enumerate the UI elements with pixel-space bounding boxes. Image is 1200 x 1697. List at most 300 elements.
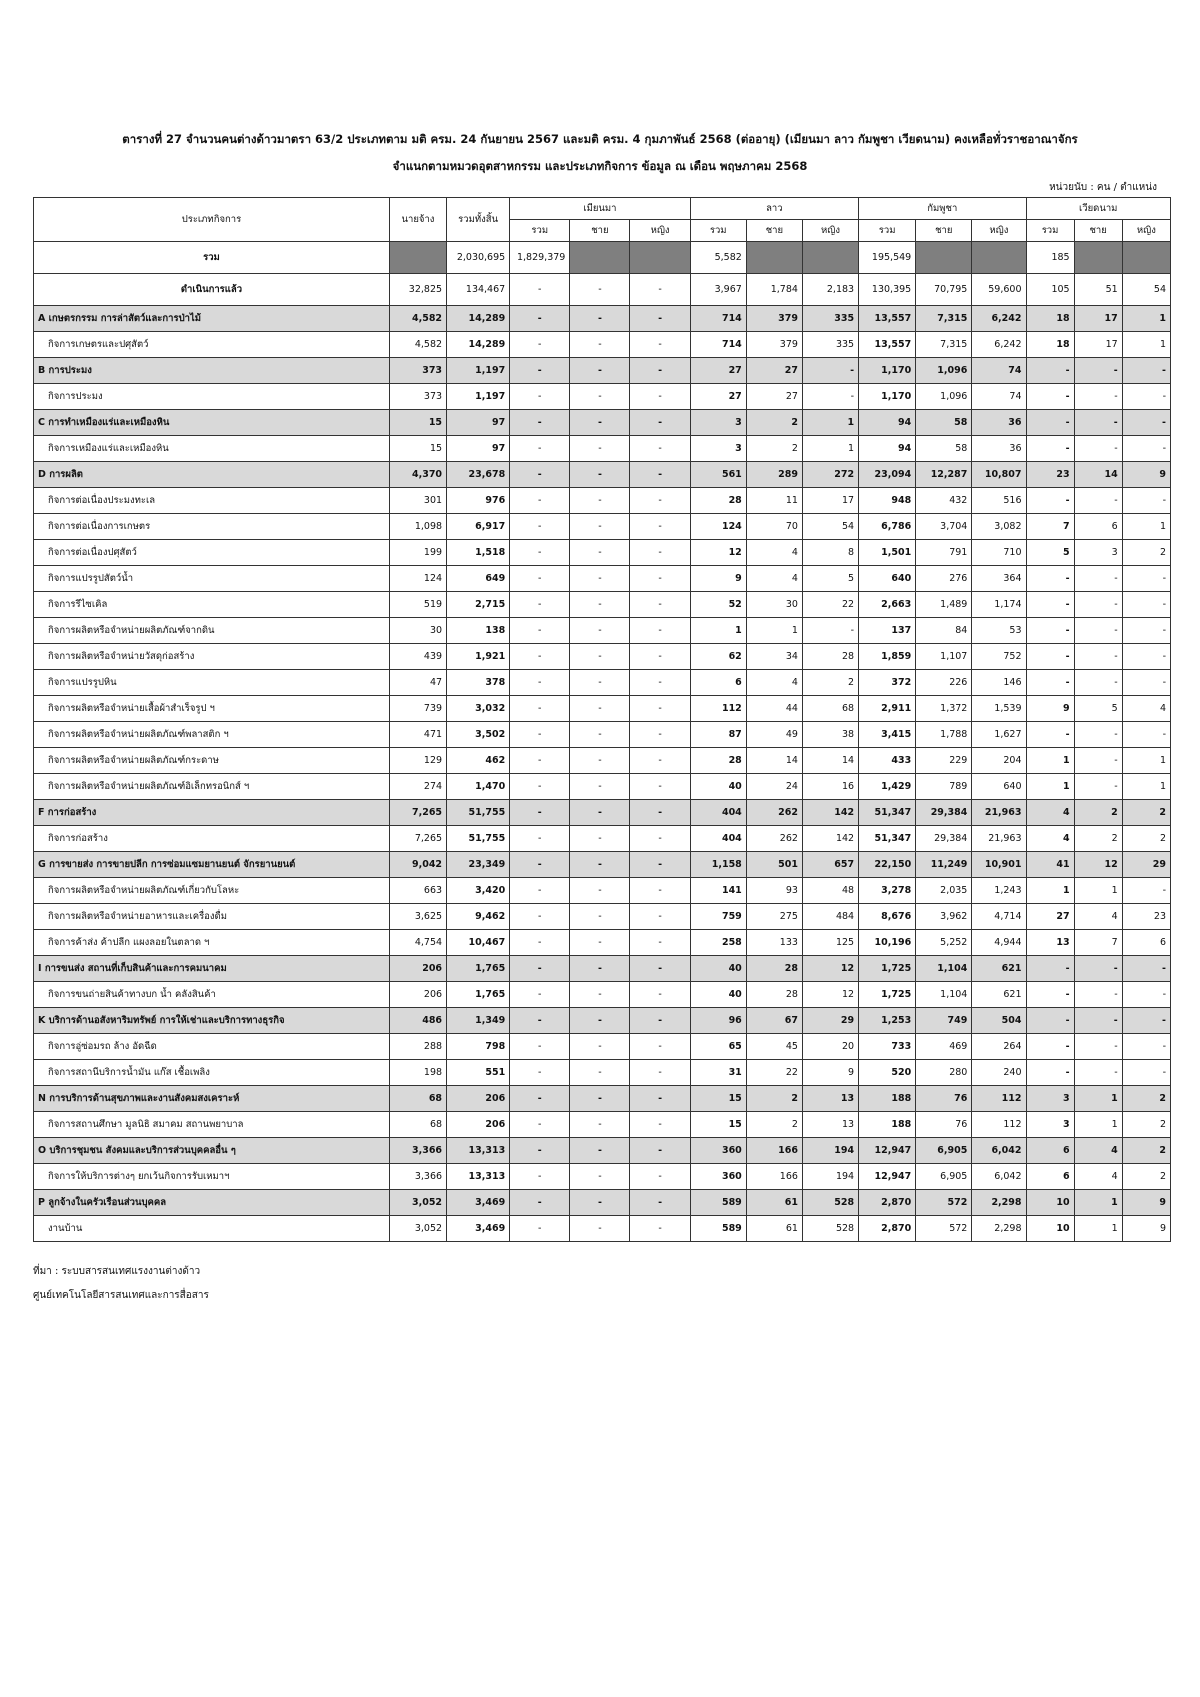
cell: - [510, 462, 570, 488]
cell: 1,096 [916, 384, 972, 410]
cell: - [630, 306, 690, 332]
total-myanmar: 1,829,379 [510, 242, 570, 274]
cell: 2 [1122, 1138, 1170, 1164]
cell: 4,944 [972, 930, 1026, 956]
cell: 130,395 [859, 274, 916, 306]
cell: 404 [690, 800, 746, 826]
cell: - [570, 410, 630, 436]
cell: 3,967 [690, 274, 746, 306]
cell: 70 [746, 514, 802, 540]
summary-row [34, 274, 1171, 306]
cell: 17 [802, 488, 858, 514]
cell: 58 [916, 410, 972, 436]
cell: 439 [389, 644, 446, 670]
cell: 87 [690, 722, 746, 748]
cell: 551 [447, 1060, 510, 1086]
cell: 335 [802, 332, 858, 358]
cell: - [570, 748, 630, 774]
cell: - [1074, 592, 1122, 618]
cell: 372 [859, 670, 916, 696]
row-label: กิจการสถานศึกษา มูลนิธิ สมาคม สถานพยาบาล [34, 1112, 390, 1138]
table-row [34, 332, 1171, 358]
cell: - [630, 436, 690, 462]
cell: 52 [690, 592, 746, 618]
cell: 4 [746, 566, 802, 592]
cell: 28 [746, 956, 802, 982]
cell: - [1026, 1060, 1074, 1086]
data-table [33, 197, 1171, 1242]
cell: 206 [447, 1086, 510, 1112]
cell: - [1074, 1060, 1122, 1086]
cell: - [510, 748, 570, 774]
cell: 379 [746, 306, 802, 332]
cell: - [630, 618, 690, 644]
cell: 76 [916, 1086, 972, 1112]
cell: - [570, 274, 630, 306]
cell: - [1026, 488, 1074, 514]
row-label: งานบ้าน [34, 1216, 390, 1242]
cell: 58 [916, 436, 972, 462]
cell: - [570, 1034, 630, 1060]
header-employer: นายจ้าง [389, 198, 446, 242]
cell: 226 [916, 670, 972, 696]
cell: 23,349 [447, 852, 510, 878]
subheader-female: หญิง [1122, 220, 1170, 242]
cell: - [630, 852, 690, 878]
cell: 3,704 [916, 514, 972, 540]
cell: 30 [746, 592, 802, 618]
table-row [34, 566, 1171, 592]
shaded-cell [389, 242, 446, 274]
cell: 4,582 [389, 332, 446, 358]
cell: 1,788 [916, 722, 972, 748]
cell: 24 [746, 774, 802, 800]
cell: - [510, 904, 570, 930]
cell: 6 [1074, 514, 1122, 540]
table-row [34, 722, 1171, 748]
cell: 264 [972, 1034, 1026, 1060]
cell: 94 [859, 436, 916, 462]
cell: 520 [859, 1060, 916, 1086]
cell: - [1074, 774, 1122, 800]
cell: 206 [389, 982, 446, 1008]
cell: 1,158 [690, 852, 746, 878]
cell: 2,911 [859, 696, 916, 722]
cell: - [630, 1086, 690, 1112]
cell: 752 [972, 644, 1026, 670]
cell: 51,347 [859, 800, 916, 826]
cell: - [1122, 384, 1170, 410]
cell: 2 [746, 1086, 802, 1112]
cell: 9 [802, 1060, 858, 1086]
cell: 204 [972, 748, 1026, 774]
cell: - [510, 332, 570, 358]
cell: 501 [746, 852, 802, 878]
cell: 6,917 [447, 514, 510, 540]
cell: 12 [1074, 852, 1122, 878]
cell: 6 [1026, 1138, 1074, 1164]
cell: 288 [389, 1034, 446, 1060]
cell: - [570, 488, 630, 514]
subheader-male: ชาย [916, 220, 972, 242]
cell: - [630, 462, 690, 488]
cell: 9 [1122, 462, 1170, 488]
table-row [34, 904, 1171, 930]
cell: 1,096 [916, 358, 972, 384]
total-cambodia: 195,549 [859, 242, 916, 274]
cell: 561 [690, 462, 746, 488]
cell: 21,963 [972, 826, 1026, 852]
cell: 3,366 [389, 1164, 446, 1190]
shaded-cell [972, 242, 1026, 274]
cell: 2 [1074, 826, 1122, 852]
cell: 199 [389, 540, 446, 566]
cell: - [1026, 1034, 1074, 1060]
row-label: G การขายส่ง การขายปลีก การซ่อมแซมยานยนต์ จักรยานยนต์ [34, 852, 390, 878]
cell: 36 [972, 436, 1026, 462]
table-row [34, 1034, 1171, 1060]
cell: - [802, 384, 858, 410]
cell: - [630, 878, 690, 904]
cell: 22,150 [859, 852, 916, 878]
row-label: K บริการด้านอสังหาริมทรัพย์ การให้เช่าและบริการทางธุรกิจ [34, 1008, 390, 1034]
cell: - [1122, 358, 1170, 384]
row-label: I การขนส่ง สถานที่เก็บสินค้าและการคมนาคม [34, 956, 390, 982]
cell: - [510, 410, 570, 436]
cell: 23 [1026, 462, 1074, 488]
cell: - [570, 540, 630, 566]
cell: - [570, 566, 630, 592]
cell: 44 [746, 696, 802, 722]
cell: 32,825 [389, 274, 446, 306]
row-label: O บริการชุมชน สังคมและบริการส่วนบุคคลอื่น ๆ [34, 1138, 390, 1164]
cell: - [1122, 982, 1170, 1008]
cell: 68 [389, 1112, 446, 1138]
table-row [34, 488, 1171, 514]
cell: 68 [389, 1086, 446, 1112]
row-label: N การบริการด้านสุขภาพและงานสังคมสงเคราะห์ [34, 1086, 390, 1112]
cell: 1,243 [972, 878, 1026, 904]
cell: 22 [746, 1060, 802, 1086]
row-label: กิจการต่อเนื่องปศุสัตว์ [34, 540, 390, 566]
shaded-cell [746, 242, 802, 274]
cell: 640 [859, 566, 916, 592]
cell: - [630, 1060, 690, 1086]
cell: 16 [802, 774, 858, 800]
cell: 749 [916, 1008, 972, 1034]
cell: - [510, 436, 570, 462]
cell: 2 [1122, 1086, 1170, 1112]
cell: - [510, 1008, 570, 1034]
cell: 733 [859, 1034, 916, 1060]
section-row [34, 358, 1171, 384]
cell: 1,765 [447, 956, 510, 982]
cell: 272 [802, 462, 858, 488]
cell: - [510, 514, 570, 540]
cell: 2 [1122, 826, 1170, 852]
cell: 141 [690, 878, 746, 904]
cell: - [1074, 1008, 1122, 1034]
cell: 13 [802, 1112, 858, 1138]
cell: 3,052 [389, 1216, 446, 1242]
cell: - [1122, 1008, 1170, 1034]
cell: - [1074, 956, 1122, 982]
table-row [34, 670, 1171, 696]
cell: 714 [690, 306, 746, 332]
cell: 28 [746, 982, 802, 1008]
cell: 2 [1122, 1164, 1170, 1190]
cell: 34 [746, 644, 802, 670]
cell: 20 [802, 1034, 858, 1060]
cell: 13 [802, 1086, 858, 1112]
cell: - [570, 722, 630, 748]
total-row [34, 242, 1171, 274]
cell: 649 [447, 566, 510, 592]
cell: 10 [1026, 1216, 1074, 1242]
cell: - [1026, 1008, 1074, 1034]
cell: 5 [1026, 540, 1074, 566]
cell: 14 [1074, 462, 1122, 488]
cell: 504 [972, 1008, 1026, 1034]
cell: 1,107 [916, 644, 972, 670]
shaded-cell [1074, 242, 1122, 274]
cell: 1 [1122, 514, 1170, 540]
cell: - [1026, 956, 1074, 982]
cell: - [510, 1034, 570, 1060]
cell: 1,627 [972, 722, 1026, 748]
cell: 2 [1122, 1112, 1170, 1138]
cell: 13,557 [859, 306, 916, 332]
cell: 589 [690, 1190, 746, 1216]
cell: 6,905 [916, 1164, 972, 1190]
cell: 124 [389, 566, 446, 592]
cell: 364 [972, 566, 1026, 592]
cell: 97 [447, 410, 510, 436]
cell: - [570, 670, 630, 696]
cell: 301 [389, 488, 446, 514]
cell: - [570, 1060, 630, 1086]
cell: - [510, 1060, 570, 1086]
cell: - [570, 826, 630, 852]
cell: 4 [1026, 800, 1074, 826]
cell: 194 [802, 1164, 858, 1190]
cell: 84 [916, 618, 972, 644]
cell: 433 [859, 748, 916, 774]
cell: 124 [690, 514, 746, 540]
cell: 13 [1026, 930, 1074, 956]
cell: 2 [1122, 540, 1170, 566]
cell: 1,253 [859, 1008, 916, 1034]
subheader-total: รวม [859, 220, 916, 242]
cell: 10,467 [447, 930, 510, 956]
cell: 3,278 [859, 878, 916, 904]
cell: - [630, 644, 690, 670]
cell: 6,242 [972, 306, 1026, 332]
cell: 125 [802, 930, 858, 956]
cell: 22 [802, 592, 858, 618]
cell: 94 [859, 410, 916, 436]
cell: 15 [389, 436, 446, 462]
cell: - [510, 1086, 570, 1112]
row-label: C การทำเหมืองแร่และเหมืองหิน [34, 410, 390, 436]
cell: - [802, 618, 858, 644]
cell: 1,489 [916, 592, 972, 618]
cell: 12,947 [859, 1164, 916, 1190]
cell: - [570, 514, 630, 540]
cell: 404 [690, 826, 746, 852]
row-label: กิจการประมง [34, 384, 390, 410]
cell: 7,265 [389, 826, 446, 852]
cell: - [1074, 358, 1122, 384]
row-label: กิจการผลิตหรือจำหน่ายผลิตภัณฑ์กระดาษ [34, 748, 390, 774]
cell: 519 [389, 592, 446, 618]
cell: 12 [690, 540, 746, 566]
cell: 45 [746, 1034, 802, 1060]
cell: - [510, 274, 570, 306]
cell: 2,715 [447, 592, 510, 618]
row-label: P ลูกจ้างในครัวเรือนส่วนบุคคล [34, 1190, 390, 1216]
cell: 1,197 [447, 384, 510, 410]
cell: 2 [746, 436, 802, 462]
cell: 1,518 [447, 540, 510, 566]
cell: 1 [802, 436, 858, 462]
cell: 373 [389, 384, 446, 410]
section-row [34, 1190, 1171, 1216]
row-label: กิจการต่อเนื่องประมงทะเล [34, 488, 390, 514]
cell: - [570, 358, 630, 384]
cell: 471 [389, 722, 446, 748]
cell: 280 [916, 1060, 972, 1086]
cell: - [510, 956, 570, 982]
section-row [34, 800, 1171, 826]
cell: 2 [802, 670, 858, 696]
cell: 17 [1074, 306, 1122, 332]
subheader-total: รวม [510, 220, 570, 242]
cell: 23,094 [859, 462, 916, 488]
cell: 11 [746, 488, 802, 514]
cell: - [1074, 670, 1122, 696]
cell: - [630, 826, 690, 852]
cell: 1,765 [447, 982, 510, 1008]
cell: - [1122, 1034, 1170, 1060]
cell: 1 [1074, 1112, 1122, 1138]
cell: - [570, 904, 630, 930]
header-laos: ลาว [690, 198, 858, 220]
cell: - [510, 930, 570, 956]
cell: 18 [1026, 306, 1074, 332]
cell: 51,755 [447, 826, 510, 852]
cell: - [570, 878, 630, 904]
cell: 67 [746, 1008, 802, 1034]
table-row [34, 1060, 1171, 1086]
cell: 360 [690, 1164, 746, 1190]
header-business-type: ประเภทกิจการ [34, 198, 390, 242]
cell: 49 [746, 722, 802, 748]
cell: 1 [1026, 774, 1074, 800]
cell: 38 [802, 722, 858, 748]
cell: 51,347 [859, 826, 916, 852]
cell: 6,786 [859, 514, 916, 540]
cell: 4 [1074, 904, 1122, 930]
cell: - [630, 982, 690, 1008]
table-row [34, 384, 1171, 410]
cell: 142 [802, 800, 858, 826]
cell: - [1026, 410, 1074, 436]
cell: 378 [447, 670, 510, 696]
cell: 3 [690, 436, 746, 462]
cell: 129 [389, 748, 446, 774]
subheader-total: รวม [1026, 220, 1074, 242]
cell: 7,315 [916, 306, 972, 332]
table-row [34, 748, 1171, 774]
cell: 373 [389, 358, 446, 384]
cell: 70,795 [916, 274, 972, 306]
row-label: กิจการเกษตรและปศุสัตว์ [34, 332, 390, 358]
cell: - [1074, 436, 1122, 462]
cell: - [570, 1164, 630, 1190]
cell: 23 [1122, 904, 1170, 930]
cell: - [510, 1112, 570, 1138]
cell: - [1074, 748, 1122, 774]
cell: - [1074, 384, 1122, 410]
cell: 12 [802, 956, 858, 982]
cell: 663 [389, 878, 446, 904]
shaded-cell [570, 242, 630, 274]
cell: 21,963 [972, 800, 1026, 826]
table-row [34, 696, 1171, 722]
row-label: ดำเนินการแล้ว [34, 274, 390, 306]
cell: 1,170 [859, 384, 916, 410]
cell: 1,501 [859, 540, 916, 566]
cell: 206 [389, 956, 446, 982]
cell: 6,905 [916, 1138, 972, 1164]
cell: 13,313 [447, 1138, 510, 1164]
cell: 2,298 [972, 1190, 1026, 1216]
cell: - [630, 904, 690, 930]
subheader-female: หญิง [630, 220, 690, 242]
cell: 112 [690, 696, 746, 722]
cell: 13,557 [859, 332, 916, 358]
cell: 1 [746, 618, 802, 644]
cell: 29,384 [916, 826, 972, 852]
row-label: กิจการผลิตหรือจำหน่ายผลิตภัณฑ์จากดิน [34, 618, 390, 644]
cell: 1,104 [916, 956, 972, 982]
cell: 335 [802, 306, 858, 332]
cell: - [570, 1008, 630, 1034]
cell: - [630, 514, 690, 540]
cell: 262 [746, 800, 802, 826]
cell: - [510, 540, 570, 566]
cell: - [510, 488, 570, 514]
cell: - [1026, 566, 1074, 592]
cell: 1,539 [972, 696, 1026, 722]
cell: - [630, 332, 690, 358]
cell: 198 [389, 1060, 446, 1086]
table-row [34, 1216, 1171, 1242]
cell: 789 [916, 774, 972, 800]
cell: - [1122, 722, 1170, 748]
cell: 379 [746, 332, 802, 358]
cell: - [570, 306, 630, 332]
cell: 1,921 [447, 644, 510, 670]
cell: 7 [1026, 514, 1074, 540]
cell: 798 [447, 1034, 510, 1060]
cell: - [630, 1008, 690, 1034]
cell: 12 [802, 982, 858, 1008]
cell: 4 [746, 540, 802, 566]
cell: 229 [916, 748, 972, 774]
cell: - [1074, 618, 1122, 644]
